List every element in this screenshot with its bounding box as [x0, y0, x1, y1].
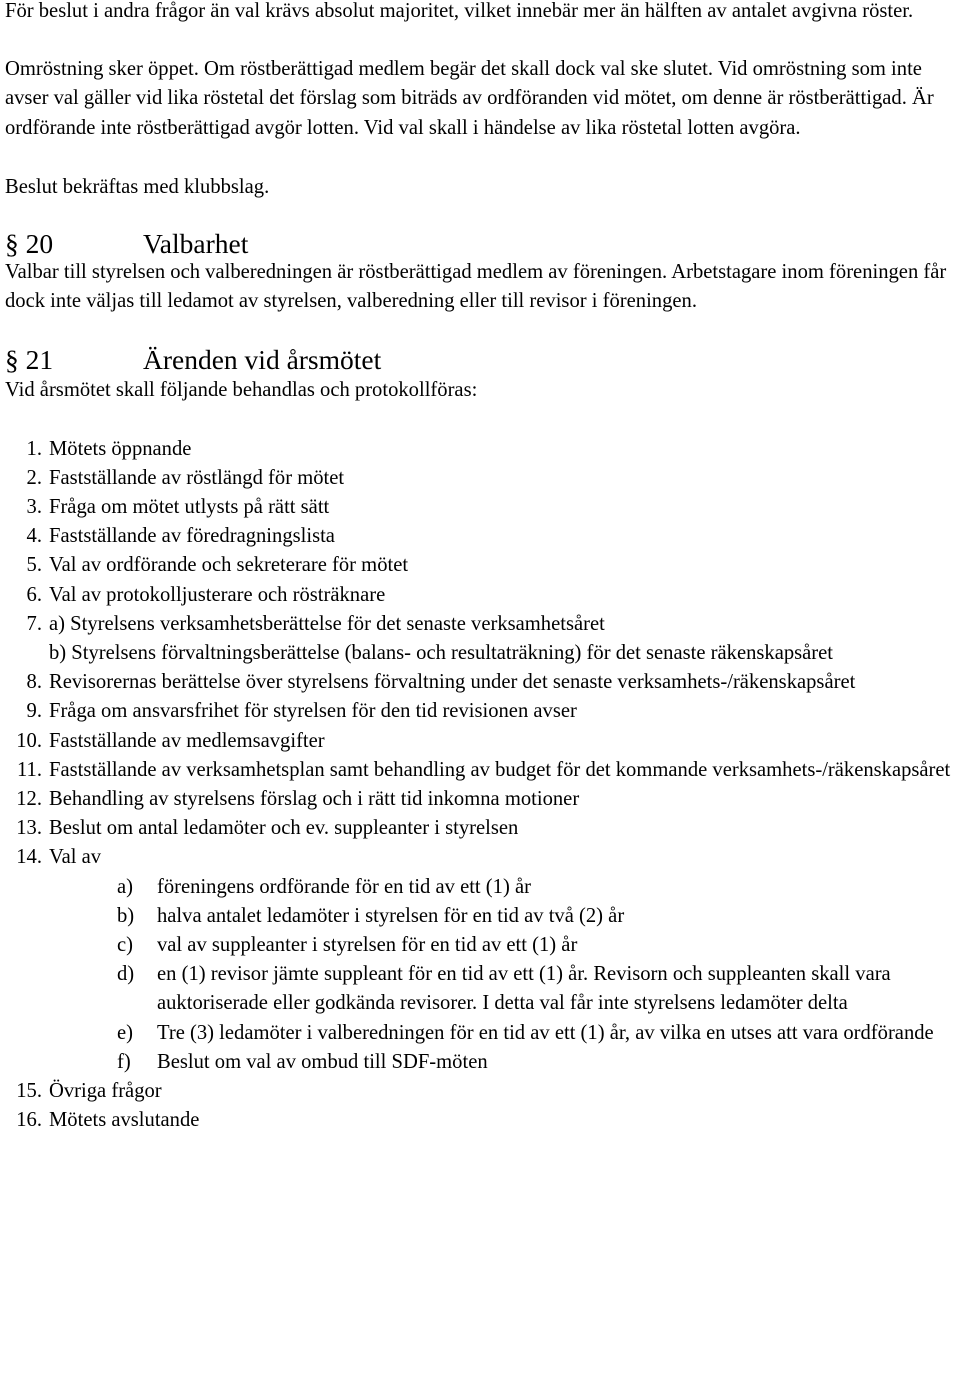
list-item: 10. Fastställande av medlemsavgifter [16, 729, 325, 752]
section-20-body: Valbar till styrelsen och valberedningen är röstberättigad medlem av föreningen. Arbetstagare inom föreningen får dock inte väljas till ledamot av styrelsen, valberedning eller till revisor i föreningen. [5, 261, 947, 313]
section-21-intro: Vid årsmötet skall följande behandlas och protokollföras: [5, 379, 478, 402]
section-title: Ärenden vid årsmötet [143, 344, 382, 376]
page-content [5, 0, 960, 1136]
list-item: e) Tre (3) ledamöter i valberedningen för en tid av ett (1) år, av vilka en utses att vara ordförande [117, 1021, 934, 1044]
list-item: 2. Fastställande av röstlängd för mötet [26, 466, 345, 489]
list-item: 11. Fastställande av verksamhetsplan samt behandling av budget för det kommande verksamhets-/räkenskapsåret [17, 758, 951, 781]
list-item: b) halva antalet ledamöter i styrelsen för en tid av två (2) år [117, 904, 625, 927]
intro-paragraph-voting: Omröstning sker öppet. Om röstberättigad medlem begär det skall dock val ske slutet. Vid omröstning som inte avser val gäller vid lika röstetal det förslag som biträds av ordföranden vid mötet, om denne är röstberättigad. Är ordförande inte röstberättigad avgör lotten. Vid val skall i händelse av lika röstetal lotten avgöra. [5, 58, 934, 139]
section-symbol: § [5, 228, 19, 260]
list-item: 8. Revisorernas berättelse över styrelsens förvaltning under det senaste verksamhets-/räkenskapsåret [26, 671, 856, 694]
list-item: 1. Mötets öppnande [26, 437, 192, 460]
list-item: 15. Övriga frågor [16, 1080, 162, 1103]
section-21-heading [5, 344, 960, 376]
list-item: 5. Val av ordförande och sekreterare för mötet [26, 554, 409, 577]
intro-paragraph-gavel: Beslut bekräftas med klubbslag. [5, 175, 270, 198]
list-item: 16. Mötets avslutande [16, 1109, 200, 1132]
list-item: f) Beslut om val av ombud till SDF-möten [117, 1050, 488, 1073]
section-title: Valbarhet [143, 228, 249, 260]
list-item: 9. Fråga om ansvarsfrihet för styrelsen för den tid revisionen avser [26, 700, 577, 723]
list-item: 14. Val av [16, 846, 102, 869]
list-item: 4. Fastställande av föredragningslista [26, 525, 335, 548]
list-item: 6. Val av protokolljusterare och rösträknare [26, 583, 386, 606]
section-20-heading [5, 228, 960, 260]
list-item: a) föreningens ordförande för en tid av ett (1) år [117, 875, 531, 898]
agenda-list-end [5, 1077, 960, 1135]
list-item: d) en (1) revisor jämte suppleant för en tid av ett (1) år. Revisorn och suppleanten skall vara auktoriserade eller godkända revisorer. I detta val får inte styrelsens ledamöter delta [117, 963, 891, 1015]
list-item: 7. a) Styrelsens verksamhetsberättelse för det senaste verksamhetsåret b) Styrelsens förvaltningsberättelse (balans- och resultaträkning) för det senaste räkenskapsåret [26, 612, 834, 665]
section-number: 21 [25, 344, 54, 376]
section-number: 20 [25, 228, 54, 260]
list-item: 12. Behandling av styrelsens förslag och i rätt tid inkomna motioner [16, 788, 580, 811]
election-sublist [5, 873, 960, 1077]
list-item: c) val av suppleanter i styrelsen för en tid av ett (1) år [117, 934, 578, 957]
intro-paragraph-majority: För beslut i andra frågor än val krävs absolut majoritet, vilket innebär mer än hälften av antalet avgivna röster. [5, 0, 914, 22]
list-item: 3. Fråga om mötet utlysts på rätt sätt [26, 496, 330, 519]
agenda-list [5, 435, 960, 873]
section-symbol: § [5, 344, 19, 376]
list-item: 13. Beslut om antal ledamöter och ev. suppleanter i styrelsen [16, 817, 519, 840]
